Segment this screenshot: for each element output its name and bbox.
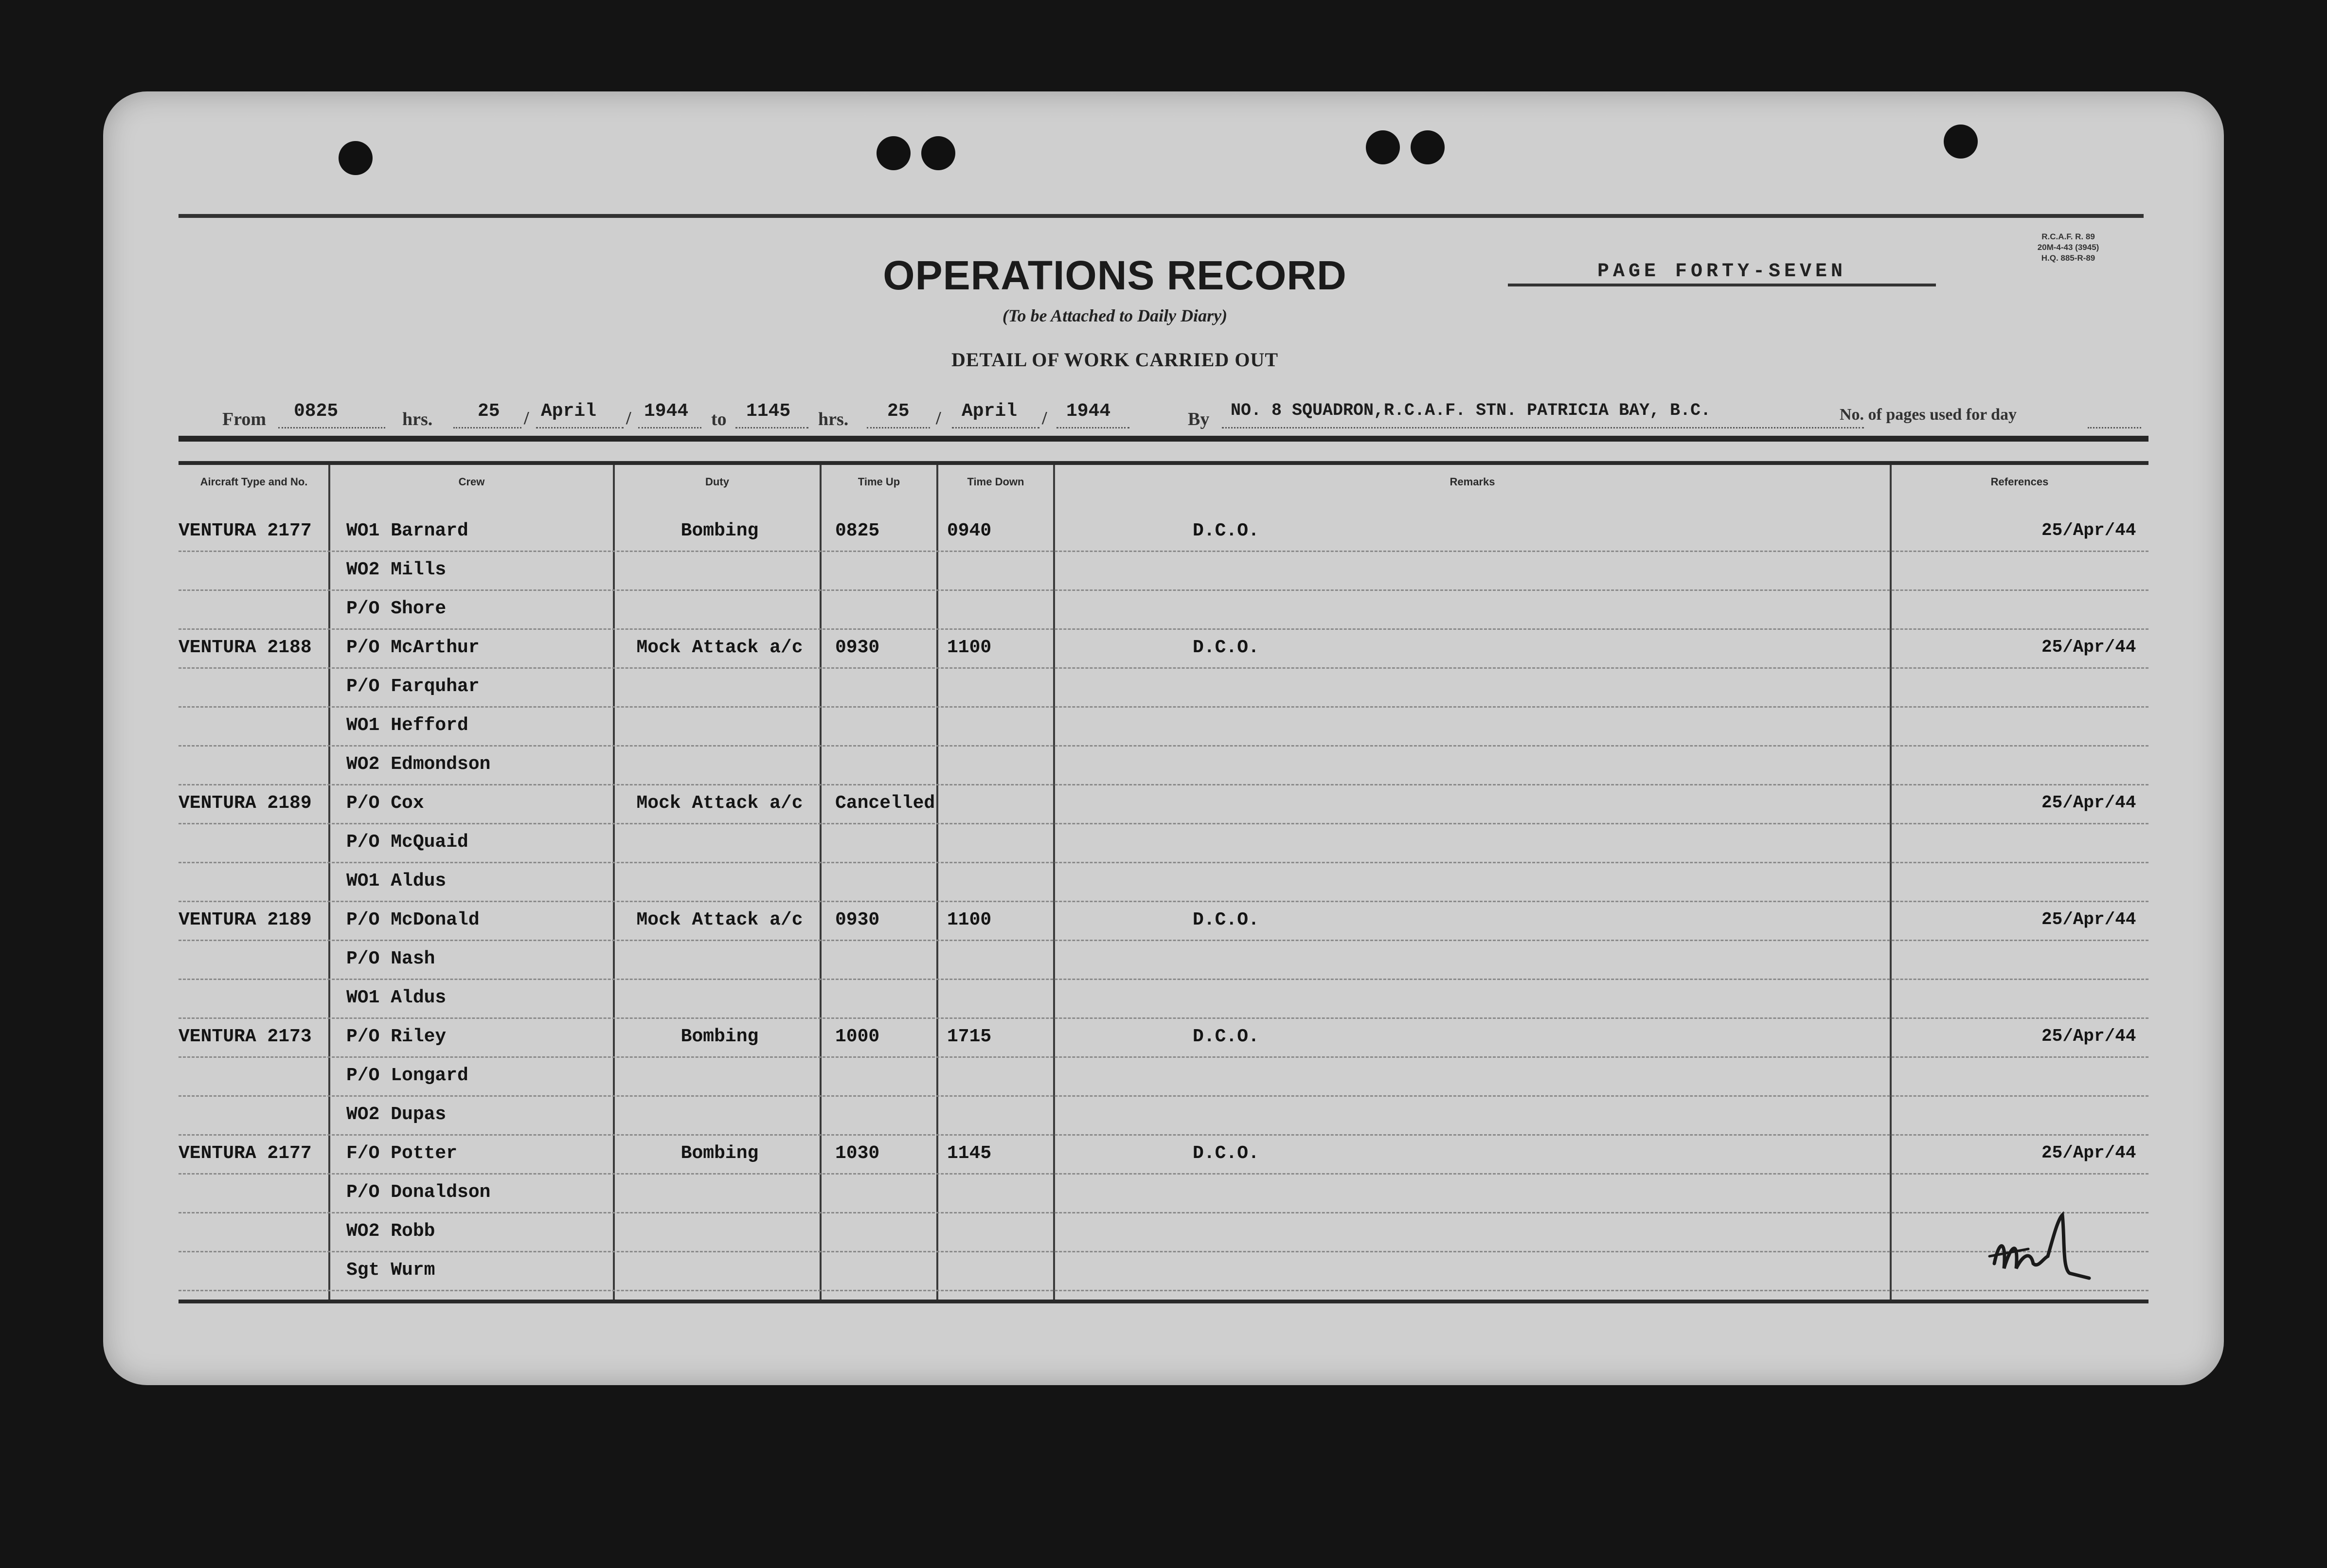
cell-crew: WO1 Hefford <box>346 715 468 736</box>
record-card <box>103 91 2224 1385</box>
underline <box>952 427 1039 428</box>
cell-time-down: 1145 <box>947 1143 992 1164</box>
punch-hole <box>877 136 911 170</box>
row-rule <box>179 589 2148 591</box>
cell-aircraft: VENTURA 2177 <box>179 1143 312 1164</box>
cell-duty: Bombing <box>680 1143 759 1164</box>
cell-time-down: 1100 <box>947 637 992 658</box>
row-rule <box>179 1212 2148 1213</box>
row-rule <box>179 706 2148 708</box>
cell-reference: 25/Apr/44 <box>2041 793 2136 813</box>
row-rule <box>179 979 2148 980</box>
cell-time-up: Cancelled <box>835 793 935 814</box>
cell-crew: P/O McDonald <box>346 909 480 930</box>
form-ref-line: H.Q. 885-R-89 <box>2041 253 2095 263</box>
from-day: 25 <box>478 401 500 422</box>
underline <box>2088 427 2141 428</box>
punch-hole <box>1944 125 1978 159</box>
page-title: OPERATIONS RECORD <box>883 252 1347 298</box>
row-rule <box>179 901 2148 902</box>
punch-hole <box>339 141 373 175</box>
row-rule <box>179 784 2148 785</box>
by-label: By <box>1188 409 1210 429</box>
signature-initials <box>1985 1210 2096 1288</box>
cell-time-down: 1100 <box>947 909 992 930</box>
table-top-rule <box>179 461 2148 465</box>
cell-duty: Mock Attack a/c <box>636 909 803 930</box>
cell-remarks: D.C.O. <box>1193 1026 1259 1047</box>
punch-hole <box>1411 130 1445 164</box>
cell-crew: P/O Farquhar <box>346 676 480 697</box>
cell-remarks: D.C.O. <box>1193 1143 1259 1164</box>
date-separator: / <box>626 408 631 428</box>
col-header-crew: Crew <box>458 476 485 488</box>
to-day: 25 <box>887 401 910 422</box>
to-month: April <box>962 401 1018 422</box>
cell-time-up: 1000 <box>835 1026 880 1047</box>
cell-reference: 25/Apr/44 <box>2041 1143 2136 1163</box>
punch-hole <box>1366 130 1400 164</box>
cell-remarks: D.C.O. <box>1193 520 1259 541</box>
cell-crew: WO1 Aldus <box>346 987 447 1008</box>
cell-time-up: 0930 <box>835 909 880 930</box>
cell-time-up: 1030 <box>835 1143 880 1164</box>
underline <box>453 427 521 428</box>
to-label: to <box>711 409 727 429</box>
cell-crew: WO1 Aldus <box>346 871 447 891</box>
cell-reference: 25/Apr/44 <box>2041 909 2136 929</box>
row-rule <box>179 1017 2148 1019</box>
cell-time-down: 0940 <box>947 520 992 541</box>
from-year: 1944 <box>644 401 689 422</box>
row-rule <box>179 551 2148 552</box>
col-header-references: References <box>1990 476 2049 488</box>
cell-crew: P/O McQuaid <box>346 832 468 853</box>
from-month: April <box>541 401 597 422</box>
underline <box>638 427 701 428</box>
cell-crew: Sgt Wurm <box>346 1260 435 1281</box>
cell-crew: F/O Potter <box>346 1143 458 1164</box>
cell-aircraft: VENTURA 2177 <box>179 520 312 541</box>
page-number: PAGE FORTY-SEVEN <box>1508 261 1936 286</box>
cell-time-down: 1715 <box>947 1026 992 1047</box>
form-reference <box>2020 232 2117 264</box>
row-rule <box>179 1134 2148 1136</box>
cell-crew: P/O McArthur <box>346 637 480 658</box>
form-ref-line: 20M-4-43 (3945) <box>2037 243 2099 252</box>
date-separator: / <box>936 408 941 428</box>
underline <box>1222 427 1864 428</box>
cell-time-up: 0825 <box>835 520 880 541</box>
hrs-label: hrs. <box>818 409 849 429</box>
cell-crew: P/O Longard <box>346 1065 468 1086</box>
underline <box>278 427 385 428</box>
cell-time-up: 0930 <box>835 637 880 658</box>
underline <box>1056 427 1129 428</box>
cell-crew: P/O Donaldson <box>346 1182 491 1203</box>
row-rule <box>179 1095 2148 1097</box>
by-value: NO. 8 SQUADRON,R.C.A.F. STN. PATRICIA BAY, B.C. <box>1231 401 1711 420</box>
row-rule <box>179 1173 2148 1175</box>
date-separator: / <box>524 408 529 428</box>
cell-reference: 25/Apr/44 <box>2041 520 2136 540</box>
from-label: From <box>222 409 267 429</box>
row-rule <box>179 823 2148 824</box>
row-rule <box>179 1251 2148 1252</box>
detail-title: DETAIL OF WORK CARRIED OUT <box>951 349 1278 371</box>
cell-crew: P/O Shore <box>346 598 447 619</box>
hrs-label: hrs. <box>402 409 433 429</box>
cell-crew: WO2 Robb <box>346 1221 435 1242</box>
cell-aircraft: VENTURA 2173 <box>179 1026 312 1047</box>
col-header-remarks: Remarks <box>1450 476 1495 488</box>
col-header-duty: Duty <box>705 476 729 488</box>
pages-label: No. of pages used for day <box>1840 406 2017 424</box>
row-rule <box>179 1056 2148 1058</box>
cell-remarks: D.C.O. <box>1193 909 1259 930</box>
cell-remarks: D.C.O. <box>1193 637 1259 658</box>
cell-aircraft: VENTURA 2188 <box>179 637 312 658</box>
cell-crew: P/O Riley <box>346 1026 447 1047</box>
page-subtitle: (To be Attached to Daily Diary) <box>1002 306 1228 325</box>
underline <box>536 427 624 428</box>
row-rule <box>179 862 2148 863</box>
top-rule <box>179 214 2144 218</box>
cell-crew: WO2 Edmondson <box>346 754 491 775</box>
row-rule <box>179 667 2148 669</box>
to-time: 1145 <box>746 401 791 422</box>
cell-duty: Bombing <box>680 1026 759 1047</box>
cell-crew: WO1 Barnard <box>346 520 468 541</box>
col-header-time-up: Time Up <box>858 476 900 488</box>
cell-crew: WO2 Dupas <box>346 1104 447 1125</box>
cell-crew: P/O Cox <box>346 793 424 814</box>
from-time: 0825 <box>294 401 339 422</box>
cell-reference: 25/Apr/44 <box>2041 1026 2136 1046</box>
cell-duty: Bombing <box>680 520 759 541</box>
table-bottom-rule <box>179 1300 2148 1303</box>
cell-crew: P/O Nash <box>346 948 435 969</box>
to-year: 1944 <box>1066 401 1111 422</box>
cell-crew: WO2 Mills <box>346 559 447 580</box>
form-ref-line: R.C.A.F. R. 89 <box>2041 232 2095 241</box>
col-header-aircraft: Aircraft Type and No. <box>200 476 308 488</box>
period-line <box>103 392 2224 431</box>
row-rule <box>179 940 2148 941</box>
underline <box>867 427 930 428</box>
row-rule <box>179 1290 2148 1291</box>
col-header-time-down: Time Down <box>967 476 1024 488</box>
cell-aircraft: VENTURA 2189 <box>179 909 312 930</box>
row-rule <box>179 745 2148 747</box>
cell-aircraft: VENTURA 2189 <box>179 793 312 814</box>
header-rule <box>179 436 2148 442</box>
underline <box>735 427 808 428</box>
cell-duty: Mock Attack a/c <box>636 793 803 814</box>
punch-hole <box>921 136 955 170</box>
cell-reference: 25/Apr/44 <box>2041 637 2136 657</box>
cell-duty: Mock Attack a/c <box>636 637 803 658</box>
date-separator: / <box>1042 408 1047 428</box>
operations-table <box>179 461 2148 1303</box>
row-rule <box>179 628 2148 630</box>
